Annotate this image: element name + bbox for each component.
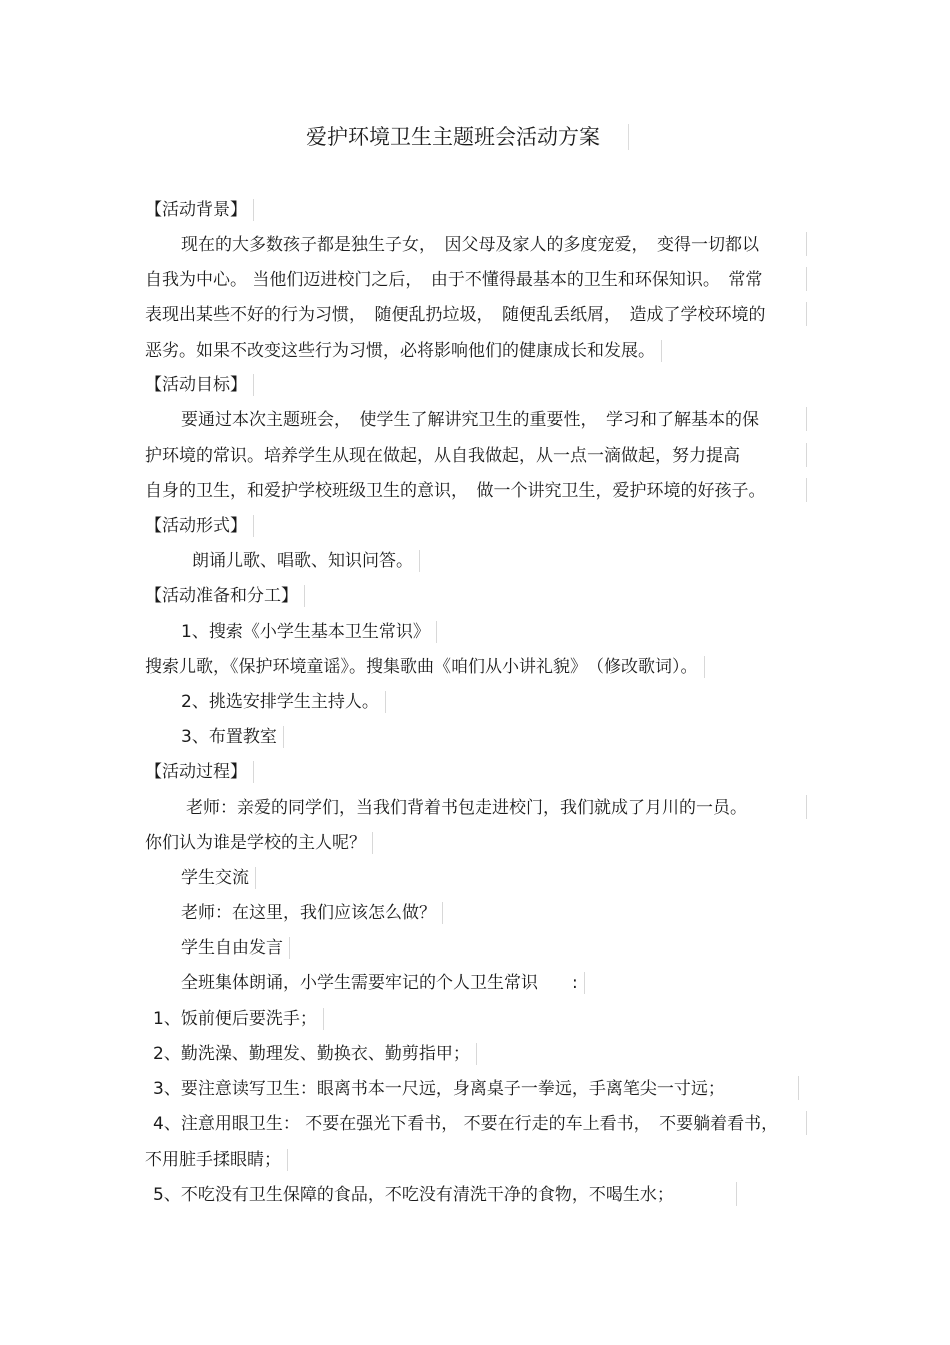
text-box-edge xyxy=(806,302,807,326)
text-box-edge xyxy=(806,267,807,291)
list-item: 1、搜索《小学生基本卫生常识》 xyxy=(181,621,437,643)
paragraph-line: 不用脏手揉眼睛； xyxy=(145,1149,288,1171)
paragraph-line: 自身的卫生，和爱护学校班级卫生的意识， 做一个讲究卫生，爱护环境的好孩子。 xyxy=(145,481,766,501)
list-item: 1、饭前便后要洗手； xyxy=(153,1008,324,1030)
paragraph-line: 学生自由发言 xyxy=(181,937,290,959)
section-heading-preparation: 【活动准备和分工】 xyxy=(145,585,305,607)
paragraph-line: 老师：在这里，我们应该怎么做？ xyxy=(181,902,443,924)
paragraph-line: 恶劣。如果不改变这些行为习惯，必将影响他们的健康成长和发展。 xyxy=(145,340,662,362)
paragraph-line: 护环境的常识。培养学生从现在做起，从自我做起，从一点一滴做起，努力提高 xyxy=(145,446,740,466)
section-heading-goal: 【活动目标】 xyxy=(145,374,254,396)
document-title: 爱护环境卫生主题班会活动方案 xyxy=(306,124,629,150)
paragraph-line: 你们认为谁是学校的主人呢？ xyxy=(145,832,373,854)
section-heading-process: 【活动过程】 xyxy=(145,761,254,783)
list-item: 3、布置教室 xyxy=(181,726,284,748)
section-heading-format: 【活动形式】 xyxy=(145,515,254,537)
text-box-edge xyxy=(806,407,807,431)
list-item: 2、勤洗澡、勤理发、勤换衣、勤剪指甲； xyxy=(153,1043,477,1065)
paragraph-line: 搜索儿歌，《保护环境童谣》。搜集歌曲《咱们从小讲礼貌》 （修改歌词）。 xyxy=(145,656,705,678)
text-box-edge xyxy=(806,795,807,819)
list-item: 2、挑选安排学生主持人。 xyxy=(181,691,386,713)
paragraph-line: 朗诵儿歌、唱歌、知识问答。 xyxy=(192,550,420,572)
paragraph-line: 现在的大多数孩子都是独生子女， 因父母及家人的多度宠爱， 变得一切都以 xyxy=(181,235,759,255)
text-box-edge xyxy=(798,1076,799,1100)
list-item: 3、要注意读写卫生：眼离书本一尺远，身离桌子一拳远，手离笔尖一寸远； xyxy=(153,1079,725,1099)
paragraph-line: 自我为中心。 当他们迈进校门之后， 由于不懂得最基本的卫生和环保知识。 常常 xyxy=(145,270,763,290)
text-box-edge xyxy=(806,1111,807,1135)
list-item: 4、注意用眼卫生： 不要在强光下看书， 不要在行走的车上看书， 不要躺着看书， xyxy=(153,1114,779,1134)
section-heading-background: 【活动背景】 xyxy=(145,199,254,221)
paragraph-line: 学生交流 xyxy=(181,867,256,889)
paragraph-line: 表现出某些不好的行为习惯， 随便乱扔垃圾， 随便乱丢纸屑， 造成了学校环境的 xyxy=(145,305,766,325)
text-box-edge xyxy=(806,478,807,502)
list-item: 5、不吃没有卫生保障的食品，不吃没有清洗干净的食物，不喝生水； xyxy=(153,1185,674,1205)
paragraph-line: 老师：亲爱的同学们，当我们背着书包走进校门，我们就成了月川的一员。 xyxy=(186,798,747,818)
paragraph-line: 全班集体朗诵，小学生需要牢记的个人卫生常识 : xyxy=(181,972,585,994)
paragraph-line: 要通过本次主题班会， 使学生了解讲究卫生的重要性， 学习和了解基本的保 xyxy=(181,410,759,430)
text-box-edge xyxy=(806,232,807,256)
text-box-edge xyxy=(806,443,807,467)
text-box-edge xyxy=(736,1182,737,1206)
